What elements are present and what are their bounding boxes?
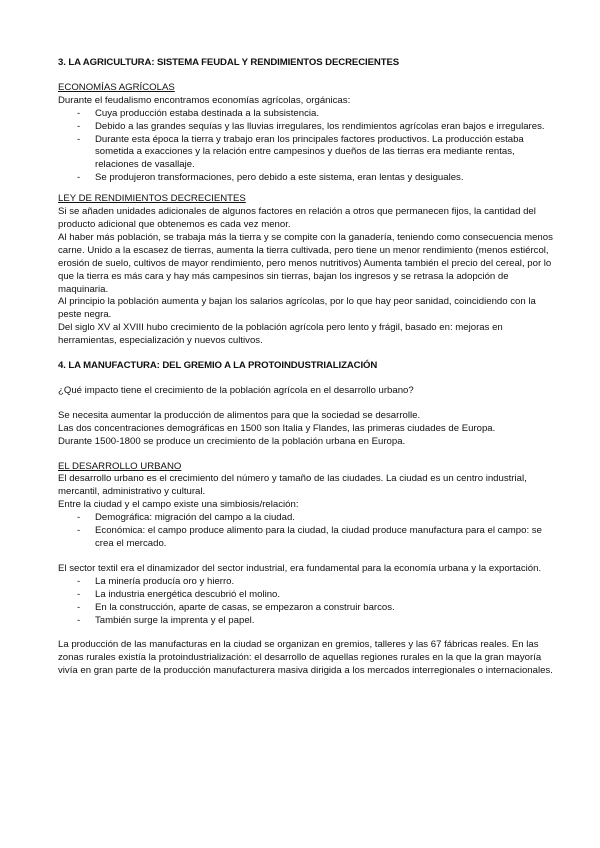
ley-paragraph: Al haber más población, se trabaja más la tierra y se compite con la ganadería, teniendo como consecuencia menos carne. Unido a la escasez de tierras, aumenta la tierra cultivada, pero tiene un menor rendimiento (menos estiércol, erosión de suelo, cultivos de mayor rendimiento, pero menos nutritivos) Aumenta también el precio del cereal, por lo que la tierra es más cara y hay más campesinos sin tierras, bajan los ingresos y se retrasa la adopción de maquinaria. bbox=[58, 231, 553, 295]
question-text: ¿Qué impacto tiene el crecimiento de la población agrícola en el desarrollo urbano? bbox=[58, 384, 414, 396]
answer-line: Se necesita aumentar la producción de alimentos para que la sociedad se desarrolle. bbox=[58, 409, 421, 421]
list-item: - En la construcción, aparte de casas, se empezaron a construir barcos. bbox=[58, 602, 558, 615]
ley-paragraph: Del siglo XV al XVIII hubo crecimiento de la población agrícola pero lento y frágil, basado en: mejoras en herramientas, especialización y nuevos cultivos. bbox=[58, 322, 503, 347]
ley-paragraph: Si se añaden unidades adicionales de algunos factores en relación a otros que permanecen fijos, la cantidad del producto adicional que obtenemos es cada vez menor. bbox=[58, 206, 536, 230]
document-content bbox=[58, 57, 558, 678]
closing-paragraph: La producción de las manufacturas en la ciudad se organizan en gremios, talleres y las 67 fábricas reales. En las zonas rurales existía la protoindustrialización: el desarrollo de aquellas regiones rurales en la que la gran mayoría vivía en gran parte de la producción manufacturera masiva dirigida a los mercados interregionales o internacionales. bbox=[58, 639, 553, 677]
urbano-paragraph: El desarrollo urbano es el crecimiento del número y tamaño de las ciudades. La ciudad es un centro industrial, mercantil, administrativo y cultural. bbox=[58, 473, 527, 498]
urbano-intro: Entre la ciudad y el campo existe una simbiosis/relación: bbox=[58, 499, 299, 511]
ley-paragraph: Al principio la población aumenta y bajan los salarios agrícolas, por lo que hay peor sanidad, coincidiendo con la peste negra. bbox=[58, 296, 536, 321]
economias-list bbox=[58, 108, 558, 185]
list-item: - Debido a las grandes sequías y las lluvias irregulares, los rendimientos agrícolas eran bajos e irregulares. bbox=[58, 121, 558, 134]
textil-list bbox=[58, 576, 558, 628]
list-item: - Durante esta época la tierra y trabajo eran los principales factores productivos. La producción estaba sometida a exacciones y la relación entre campesinos y dueños de las tierras era mediante rentas, relaciones de vasallaje. bbox=[58, 134, 558, 173]
section-3-title: 3. LA AGRICULTURA: SISTEMA FEUDAL Y RENDIMIENTOS DECRECIENTES bbox=[58, 57, 400, 68]
textil-paragraph: El sector textil era el dinamizador del sector industrial, era fundamental para la economía urbana y la exportación. bbox=[58, 562, 542, 574]
list-item: - La industria energética descubrió el molino. bbox=[58, 589, 558, 602]
economias-intro: Durante el feudalismo encontramos economías agrícolas, orgánicas: bbox=[58, 94, 351, 106]
ley-heading: LEY DE RENDIMIENTOS DECRECIENTES bbox=[58, 193, 246, 205]
list-item: - También surge la imprenta y el papel. bbox=[58, 615, 558, 628]
economias-heading: ECONOMÍAS AGRÍCOLAS bbox=[58, 81, 175, 93]
section-4-title: 4. LA MANUFACTURA: DEL GREMIO A LA PROTOINDUSTRIALIZACIÓN bbox=[58, 360, 378, 372]
urbano-list bbox=[58, 512, 558, 551]
list-item: - Demográfica: migración del campo a la ciudad. bbox=[58, 512, 558, 525]
list-item: - Económica: el campo produce alimento para la ciudad, la ciudad produce manufactura para el campo: se crea el mercado. bbox=[58, 525, 558, 551]
answer-line: Durante 1500-1800 se produce un crecimiento de la población urbana en Europa. bbox=[58, 435, 406, 447]
urbano-heading: EL DESARROLLO URBANO bbox=[58, 460, 182, 472]
list-item: - Se produjeron transformaciones, pero debido a este sistema, eran lentas y desiguales. bbox=[58, 172, 558, 185]
list-item: - Cuya producción estaba destinada a la subsistencia. bbox=[58, 108, 558, 121]
answer-line: Las dos concentraciones demográficas en 1500 son Italia y Flandes, las primeras ciudades de Europa. bbox=[58, 422, 496, 434]
list-item: - La minería producía oro y hierro. bbox=[58, 576, 558, 589]
